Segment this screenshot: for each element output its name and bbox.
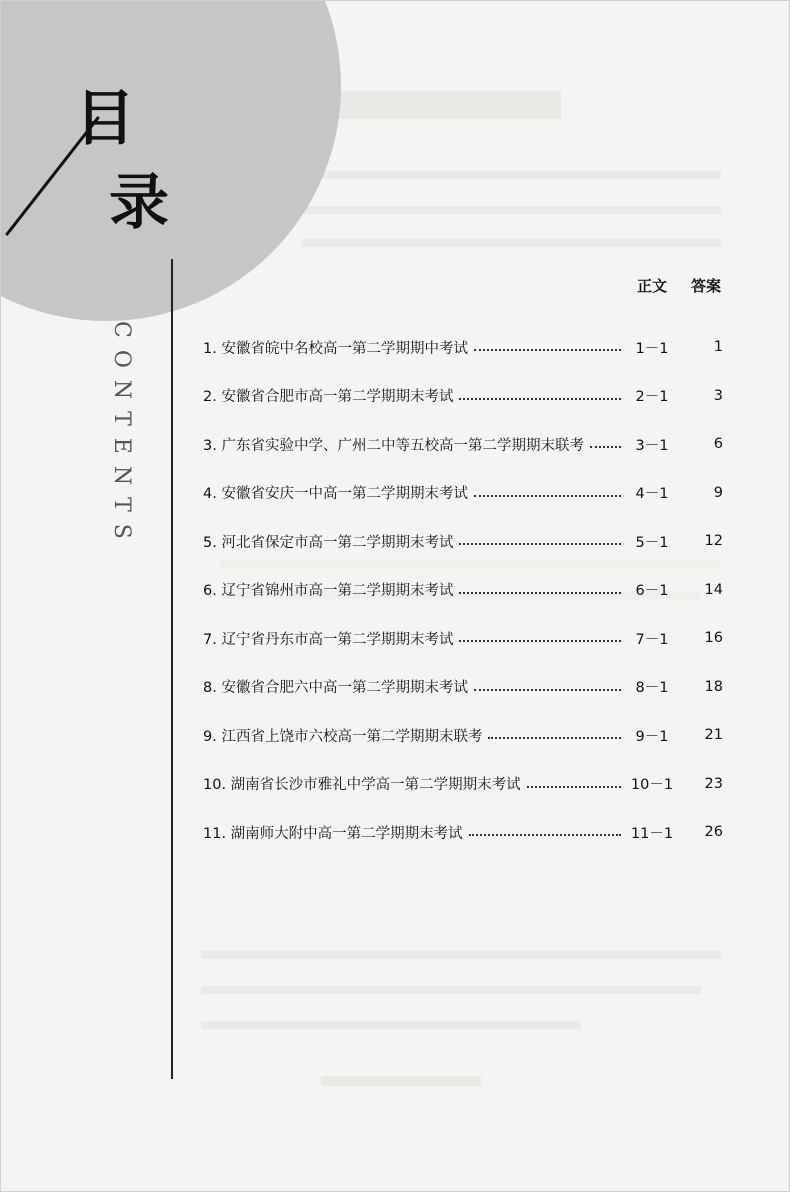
toc-entry[interactable] bbox=[203, 372, 723, 421]
toc-entry-title: 11. 湖南师大附中高一第二学期期末考试 bbox=[203, 825, 463, 842]
toc-entry-page: 10－1 bbox=[630, 777, 674, 794]
toc-entry-page: 2－1 bbox=[635, 389, 669, 406]
leader-dots bbox=[474, 349, 621, 351]
toc-entry-page: 1－1 bbox=[635, 340, 669, 357]
toc-entry-answer: 18 bbox=[704, 678, 723, 695]
vertical-divider bbox=[171, 259, 173, 1079]
toc-entry-page: 8－1 bbox=[635, 680, 669, 697]
leader-dots bbox=[469, 834, 621, 836]
toc-entry-answer: 21 bbox=[704, 727, 723, 744]
toc-entry[interactable] bbox=[203, 760, 723, 809]
toc-entry-answer: 23 bbox=[704, 775, 723, 792]
toc-entry[interactable] bbox=[203, 663, 723, 712]
heading-char-1: 目 bbox=[75, 84, 135, 154]
toc-entry-page: 11－1 bbox=[630, 825, 674, 842]
toc-entry-page: 6－1 bbox=[635, 583, 669, 600]
toc-entry-answer: 14 bbox=[704, 581, 723, 598]
leader-dots bbox=[459, 592, 621, 594]
toc-entry-answer: 26 bbox=[704, 824, 723, 841]
toc-entry-title: 9. 江西省上饶市六校高一第二学期期末联考 bbox=[203, 728, 483, 745]
leader-dots bbox=[459, 543, 621, 545]
leader-dots bbox=[474, 689, 621, 691]
toc-entry[interactable] bbox=[203, 517, 723, 566]
toc-entry[interactable] bbox=[203, 711, 723, 760]
contents-subtitle: CONTENTS bbox=[109, 321, 134, 551]
toc-entry-title: 5. 河北省保定市高一第二学期期末考试 bbox=[203, 534, 454, 551]
leader-dots bbox=[459, 398, 621, 400]
column-header-body: 正文 bbox=[637, 277, 668, 295]
toc-list bbox=[203, 323, 723, 857]
leader-dots bbox=[488, 737, 621, 739]
toc-entry-answer: 1 bbox=[713, 339, 723, 356]
leader-dots bbox=[474, 495, 621, 497]
toc-entry-answer: 9 bbox=[713, 484, 723, 501]
toc-entry-title: 4. 安徽省安庆一中高一第二学期期末考试 bbox=[203, 486, 468, 503]
toc-entry[interactable] bbox=[203, 808, 723, 857]
toc-entry-answer: 3 bbox=[713, 387, 723, 404]
toc-entry-page: 9－1 bbox=[635, 728, 669, 745]
toc-entry-answer: 12 bbox=[704, 533, 723, 550]
toc-entry[interactable] bbox=[203, 566, 723, 615]
toc-entry-answer: 16 bbox=[704, 630, 723, 647]
toc-entry-title: 7. 辽宁省丹东市高一第二学期期末考试 bbox=[203, 631, 454, 648]
toc-entry-title: 6. 辽宁省锦州市高一第二学期期末考试 bbox=[203, 583, 454, 600]
toc-entry-title: 8. 安徽省合肥六中高一第二学期期末考试 bbox=[203, 680, 468, 697]
leader-dots bbox=[527, 786, 621, 788]
toc-entry-page: 3－1 bbox=[635, 437, 669, 454]
toc-entry[interactable] bbox=[203, 469, 723, 518]
toc-entry-page: 4－1 bbox=[635, 486, 669, 503]
toc-entry-title: 1. 安徽省皖中名校高一第二学期期中考试 bbox=[203, 340, 468, 357]
toc-entry-title: 10. 湖南省长沙市雅礼中学高一第二学期期末考试 bbox=[203, 777, 521, 794]
toc-entry-title: 3. 广东省实验中学、广州二中等五校高一第二学期期末联考 bbox=[203, 437, 584, 454]
column-header-answer: 答案 bbox=[691, 277, 722, 295]
toc-entry-title: 2. 安徽省合肥市高一第二学期期末考试 bbox=[203, 389, 454, 406]
toc-entry-answer: 6 bbox=[713, 436, 723, 453]
leader-dots bbox=[590, 446, 621, 448]
heading-char-2: 录 bbox=[109, 168, 169, 238]
toc-entry-page: 5－1 bbox=[635, 534, 669, 551]
leader-dots bbox=[459, 640, 621, 642]
toc-entry[interactable] bbox=[203, 614, 723, 663]
toc-entry-page: 7－1 bbox=[635, 631, 669, 648]
toc-entry[interactable] bbox=[203, 323, 723, 372]
toc-entry[interactable] bbox=[203, 420, 723, 469]
